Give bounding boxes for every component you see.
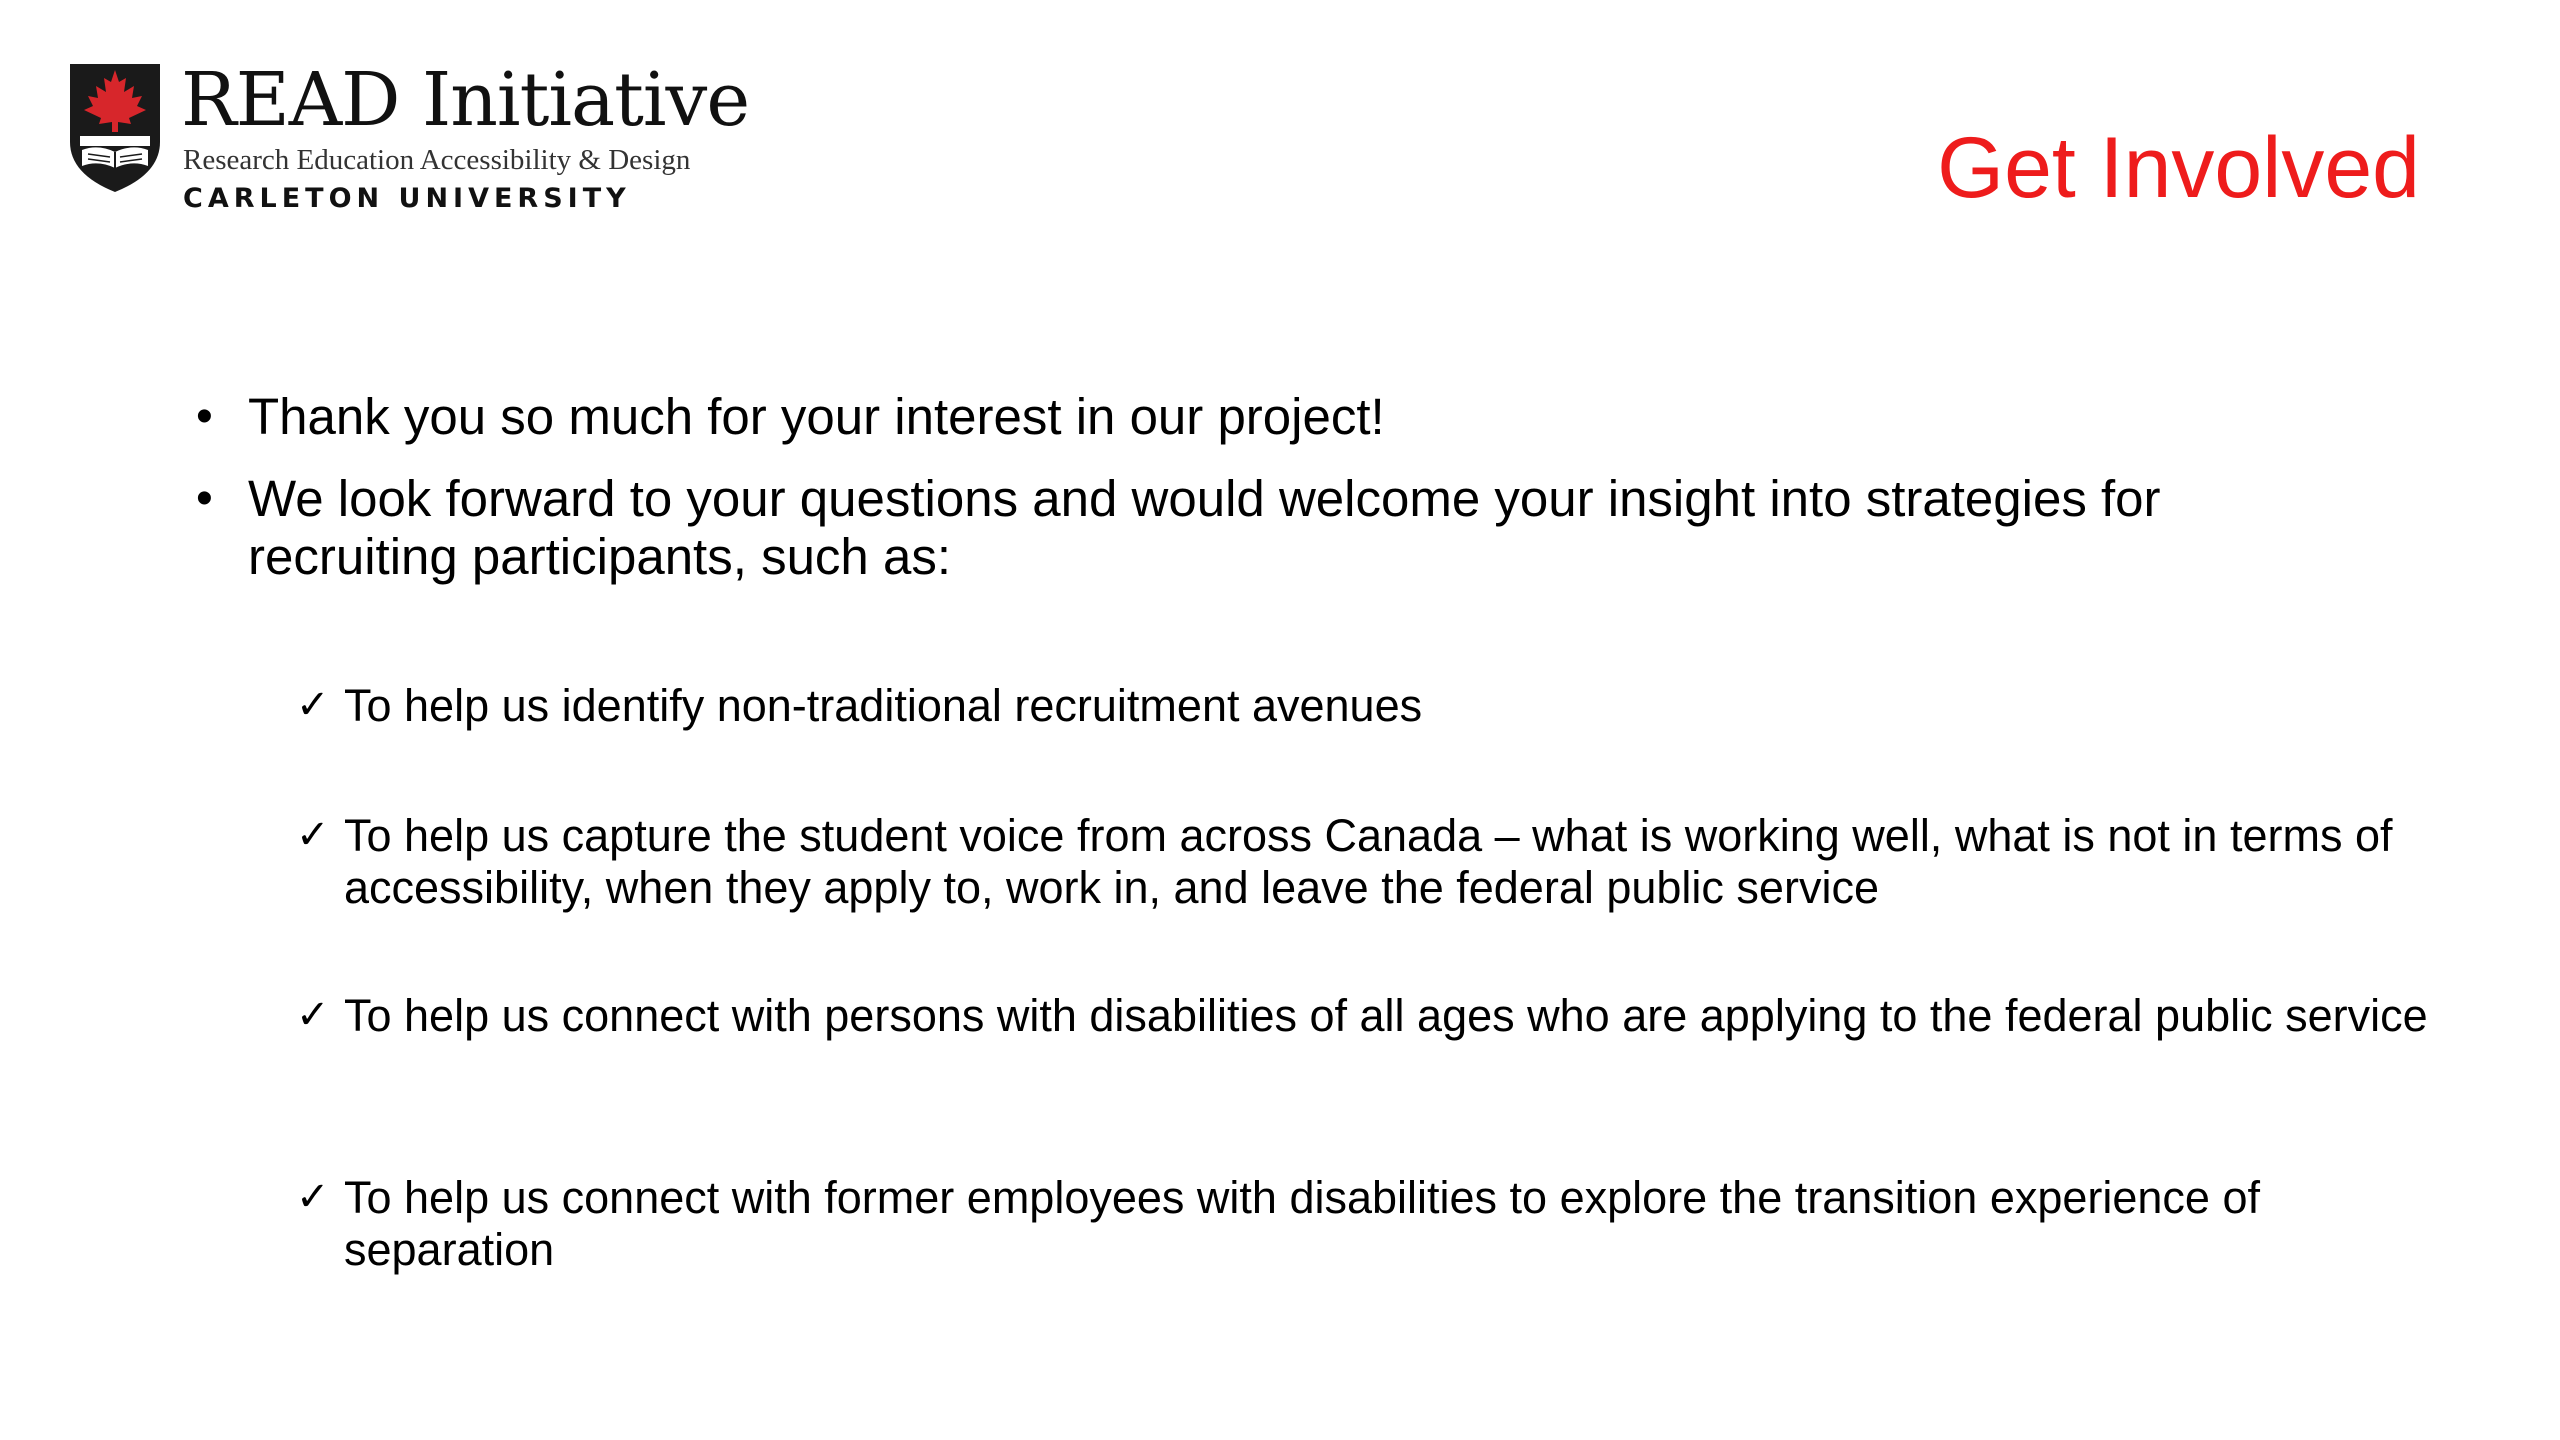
bullet-marker: • [196,472,213,525]
bullet-marker: • [196,390,213,443]
checkmark-icon: ✓ [296,992,330,1038]
checklist-item [296,680,2444,732]
bullet-list [190,388,2370,610]
bullet-item [190,470,2370,586]
logo-university: CARLETON UNIVERSITY [183,183,631,214]
checkmark-icon: ✓ [296,812,330,858]
checkmark-icon: ✓ [296,682,330,728]
carleton-shield-icon [66,58,164,194]
checklist-item [296,1172,2444,1276]
checklist-item [296,810,2444,914]
bullet-text: We look forward to your questions and would welcome your insight into strategies for recruiting participants, such as: [248,470,2161,585]
bullet-item [190,388,2370,446]
checklist-text: To help us identify non-traditional recruitment avenues [344,680,1423,731]
read-initiative-logo [66,58,766,218]
checklist-text: To help us connect with former employees with disabilities to explore the transition experience of separation [344,1172,2260,1275]
checklist-item [296,990,2444,1042]
checklist-text: To help us capture the student voice from across Canada – what is working well, what is not in terms of accessibility, when they apply to, work in, and leave the federal public service [344,810,2393,913]
checklist-text: To help us connect with persons with disabilities of all ages who are applying to the federal public service [344,990,2428,1041]
page-title: Get Involved [1937,120,2420,216]
logo-subtitle: Research Education Accessibility & Design [183,144,691,176]
checkmark-icon: ✓ [296,1174,330,1220]
logo-title: READ Initiative [181,57,750,143]
bullet-text: Thank you so much for your interest in our project! [248,388,1385,445]
